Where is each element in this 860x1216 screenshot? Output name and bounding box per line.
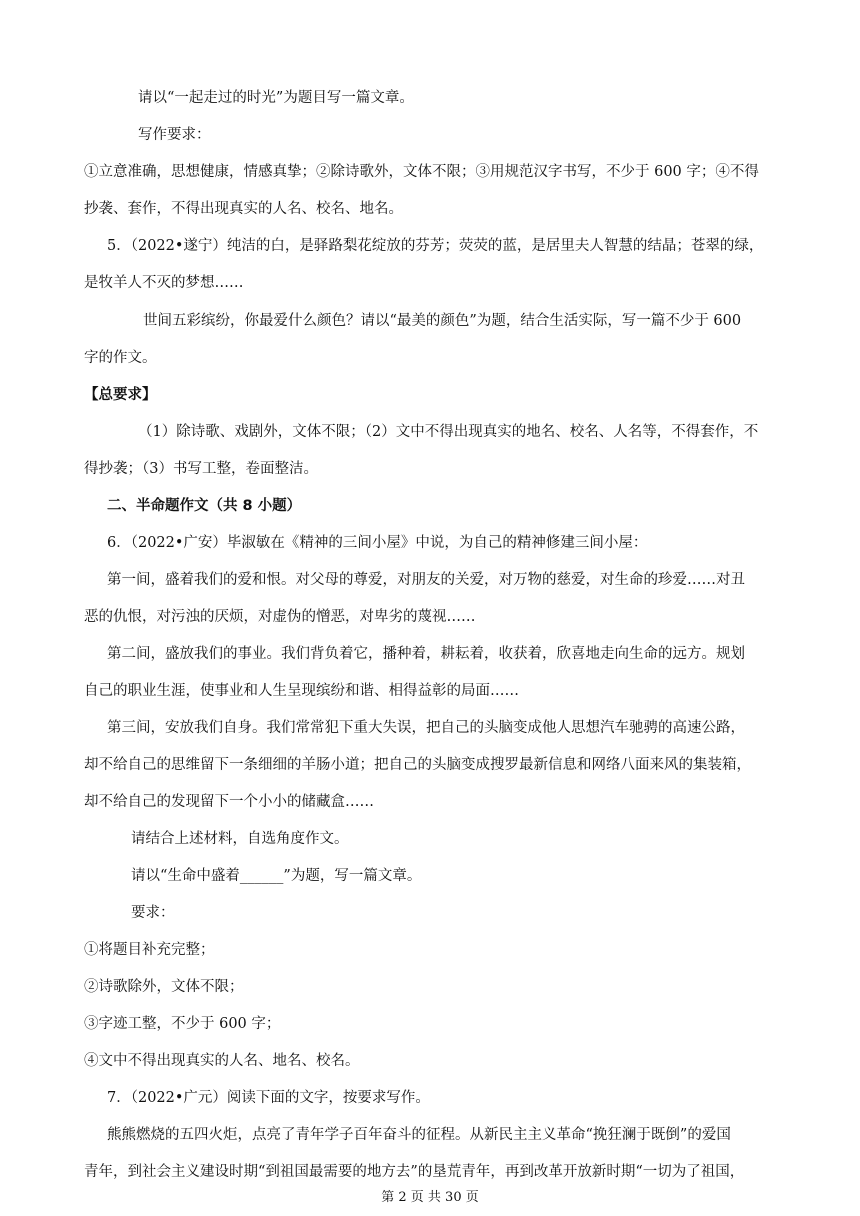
question-6: 6．（2022•广安）毕淑敏在《精神的三间小屋》中说，为自己的精神修建三间小屋：: [107, 535, 648, 551]
text-line: 要求：: [131, 905, 175, 921]
text-line: 自己的职业生涯，使事业和人生呈现缤纷和谐、相得益彰的局面……: [84, 683, 519, 699]
section-heading: 二、半命题作文（共 8 小题）: [107, 498, 302, 514]
text-line: ①立意准确，思想健康，情感真挚；②除诗歌外，文体不限；③用规范汉字书写，不少于 600 字；④不得: [84, 164, 759, 180]
text-line: 请以“生命中盛着______”为题，写一篇文章。: [131, 868, 422, 884]
question-5: 5．（2022•遂宁）纯洁的白，是驿路梨花绽放的芬芳；荧荧的蓝，是居里夫人智慧的结晶；苍翠的绿，: [107, 238, 764, 254]
text-line: 写作要求：: [138, 127, 211, 143]
text-line: ④文中不得出现真实的人名、地名、校名。: [84, 1053, 360, 1069]
text-line: 请以“一起走过的时光”为题目写一篇文章。: [138, 90, 414, 106]
text-line: 却不给自己的思维留下一条细细的羊肠小道；把自己的头脑变成搜罗最新信息和网络八面来风的集装箱，: [84, 757, 751, 773]
text-line: 第二间，盛放我们的事业。我们背负着它，播种着，耕耘着，收获着，欣喜地走向生命的远方。规划: [107, 646, 745, 662]
text-line: 恶的仇恨，对污浊的厌烦，对虚伪的憎恶，对卑劣的蔑视……: [84, 609, 476, 625]
text-line: 青年，到社会主义建设时期“到祖国最需要的地方去”的垦荒青年，再到改革开放新时期“一切为了祖国，: [84, 1164, 745, 1180]
text-line: 得抄袭；（3）书写工整，卷面整洁。: [84, 461, 318, 477]
text-line: 第三间，安放我们自身。我们常常犯下重大失误，把自己的头脑变成他人思想汽车驰骋的高速公路，: [107, 720, 745, 736]
text-line: （1）除诗歌、戏剧外，文体不限；（2）文中不得出现真实的地名、校名、人名等，不得套作，不: [138, 424, 759, 440]
section-label: 【总要求】: [84, 387, 157, 403]
text-line: ③字迹工整，不少于 600 字；: [84, 1016, 281, 1032]
text-line: ①将题目补充完整；: [84, 942, 215, 958]
text-line: 字的作文。: [84, 350, 157, 366]
text-line: 是牧羊人不灭的梦想……: [84, 275, 244, 291]
text-line: ②诗歌除外，文体不限；: [84, 979, 244, 995]
text-line: 第一间，盛着我们的爱和恨。对父母的尊爱，对朋友的关爱，对万物的慈爱，对生命的珍爱……对丑: [107, 572, 745, 588]
text-line: 抄袭、套作，不得出现真实的人名、校名、地名。: [84, 201, 403, 217]
text-line: 世间五彩缤纷，你最爱什么颜色？请以“最美的颜色”为题，结合生活实际，写一篇不少于 600: [143, 313, 742, 329]
page-footer: 第 2 页 共 30 页: [381, 1190, 479, 1205]
text-line: 请结合上述材料，自选角度作文。: [131, 831, 349, 847]
text-line: 熊熊燃烧的五四火炬，点亮了青年学子百年奋斗的征程。从新民主主义革命“挽狂澜于既倒”的爱国: [107, 1127, 731, 1143]
question-7: 7．（2022•广元）阅读下面的文字，按要求写作。: [107, 1090, 430, 1106]
text-line: 却不给自己的发现留下一个小小的储藏盒……: [84, 794, 374, 810]
